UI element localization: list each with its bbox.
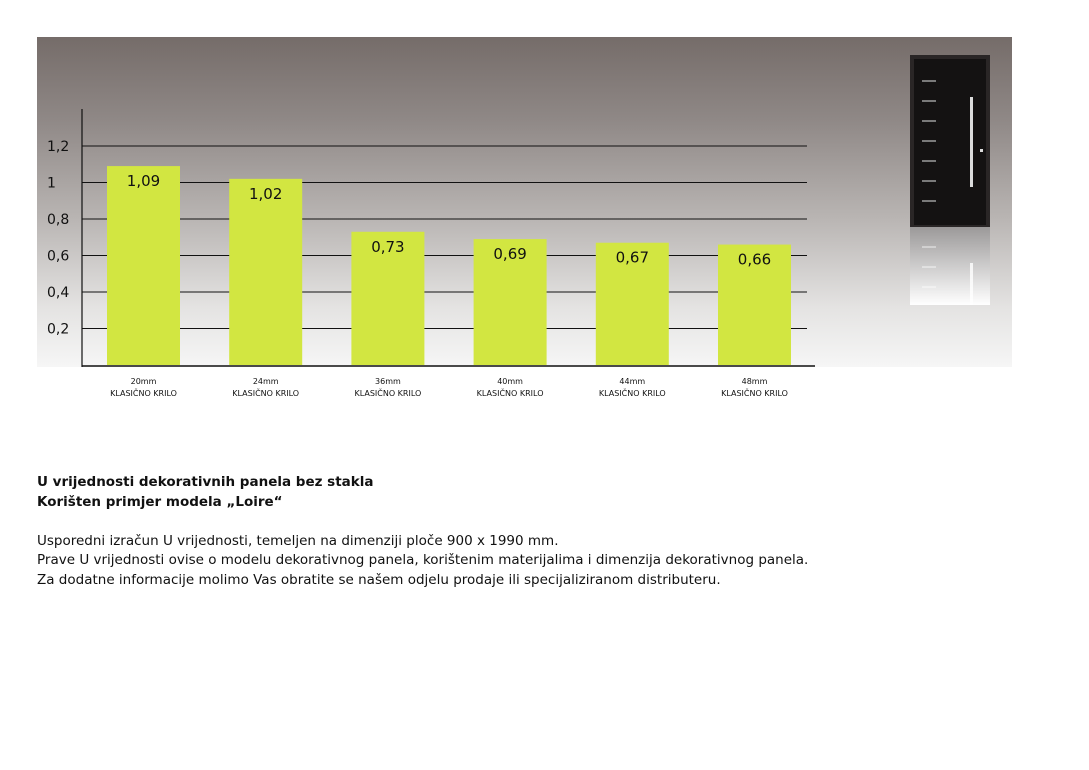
bar (229, 179, 302, 365)
chart-panel (37, 37, 1012, 398)
y-tick-label: 0,8 (47, 212, 70, 228)
caption-block (37, 473, 1037, 590)
x-tick-label-sub: KLASIČNO KRILO (476, 389, 544, 398)
x-tick-label: 20mm (130, 377, 157, 386)
x-tick-label: 40mm (497, 377, 523, 386)
bar-chart (37, 37, 1012, 407)
data-label: 0,66 (737, 250, 772, 269)
caption-body-1: Usporedni izračun U vrijednosti, temeljen na dimenziji ploče 900 x 1990 mm. (37, 532, 559, 549)
caption-heading-1: U vrijednosti dekorativnih panela bez stakla (37, 474, 374, 490)
door-image (910, 55, 990, 305)
x-tick-label-sub: KLASIČNO KRILO (598, 389, 666, 398)
caption-heading-2: Korišten primjer modela „Loire“ (37, 493, 283, 510)
data-label: 1,02 (248, 184, 283, 203)
data-label: 0,69 (493, 245, 527, 264)
x-tick-label-sub: KLASIČNO KRILO (354, 389, 422, 398)
y-tick-label: 0,4 (47, 285, 70, 301)
bar (107, 166, 180, 365)
data-label: 0,67 (615, 248, 650, 267)
y-tick-label: 1 (47, 175, 56, 192)
data-label: 1,09 (126, 172, 161, 191)
x-tick-label: 44mm (619, 377, 646, 386)
x-tick-label: 36mm (375, 377, 401, 386)
x-tick-label-sub: KLASIČNO KRILO (721, 389, 788, 398)
x-tick-label-sub: KLASIČNO KRILO (232, 389, 300, 398)
y-tick-label: 0,6 (47, 248, 70, 265)
data-label: 0,73 (371, 237, 405, 256)
x-tick-label-sub: KLASIČNO KRILO (110, 389, 177, 398)
x-tick-label: 48mm (741, 377, 768, 386)
caption-body-3: Za dodatne informacije molimo Vas obratite se našem odjelu prodaje ili specijaliziranom distributeru. (37, 571, 721, 588)
y-tick-label: 0,2 (47, 321, 70, 338)
y-tick-label: 1,2 (47, 139, 70, 155)
x-tick-label: 24mm (252, 377, 279, 386)
caption-body-2: Prave U vrijednosti ovise o modelu dekorativnog panela, korištenim materijalima i dimenzija dekorativnog panela. (37, 552, 809, 568)
